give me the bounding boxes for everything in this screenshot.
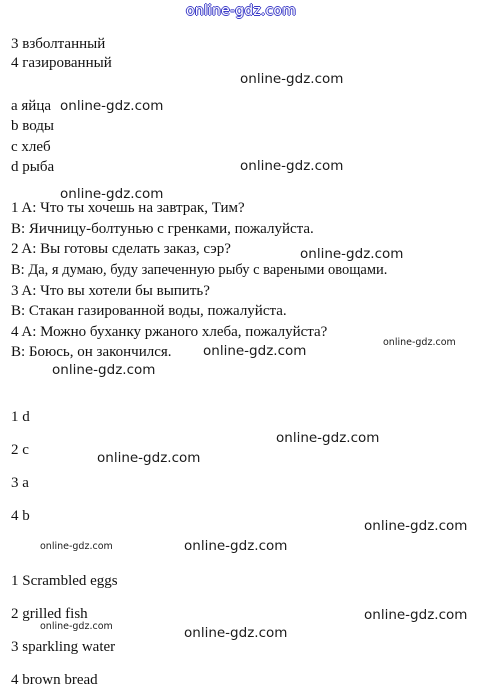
watermark: online-gdz.com — [300, 246, 404, 262]
watermark: online-gdz.com — [40, 621, 113, 632]
watermark: online-gdz.com — [276, 430, 380, 446]
option-line: 4 газированный — [11, 55, 112, 71]
watermark: online-gdz.com — [240, 158, 344, 174]
site-watermark: online-gdz.com — [186, 3, 297, 19]
dialogue-line: B: Боюсь, он закончился. — [11, 344, 172, 360]
english-phrase: 3 sparkling water — [11, 639, 116, 655]
watermark: online-gdz.com — [97, 450, 201, 466]
answer-line: 3 a — [11, 475, 29, 491]
answer-line: 2 c — [11, 442, 29, 458]
answer-line: 1 d — [11, 409, 30, 425]
watermark: online-gdz.com — [40, 541, 113, 552]
watermark: online-gdz.com — [203, 343, 307, 359]
english-phrase: 4 brown bread — [11, 672, 98, 688]
option-line: 3 взболтанный — [11, 36, 106, 52]
watermark: online-gdz.com — [364, 518, 468, 534]
watermark: online-gdz.com — [184, 625, 288, 641]
dialogue-line: 1 A: Что ты хочешь на завтрак, Тим? — [11, 200, 245, 216]
watermark: online-gdz.com — [60, 98, 164, 114]
answer-line: 4 b — [11, 508, 30, 524]
english-phrase: 1 Scrambled eggs — [11, 573, 118, 589]
dialogue-line: B: Стакан газированной воды, пожалуйста. — [11, 303, 287, 319]
watermark: online-gdz.com — [383, 337, 456, 348]
dialogue-line: B: Яичницу-болтунью с гренками, пожалуйста. — [11, 221, 314, 237]
dialogue-line: B: Да, я думаю, буду запеченную рыбу с вареными овощами. — [11, 262, 388, 278]
item-line: b воды — [11, 118, 55, 134]
dialogue-line: 4 A: Можно буханку ржаного хлеба, пожалуйста? — [11, 324, 328, 340]
english-phrase: 2 grilled fish — [11, 606, 88, 622]
dialogue-line: 3 A: Что вы хотели бы выпить? — [11, 283, 210, 299]
item-line: a яйца — [11, 98, 52, 114]
watermark: online-gdz.com — [184, 538, 288, 554]
watermark: online-gdz.com — [60, 186, 164, 202]
watermark: online-gdz.com — [52, 362, 156, 378]
item-line: d рыба — [11, 159, 55, 175]
watermark: online-gdz.com — [364, 607, 468, 623]
item-line: c хлеб — [11, 139, 51, 155]
dialogue-line: 2 A: Вы готовы сделать заказ, сэр? — [11, 241, 231, 257]
watermark: online-gdz.com — [240, 71, 344, 87]
